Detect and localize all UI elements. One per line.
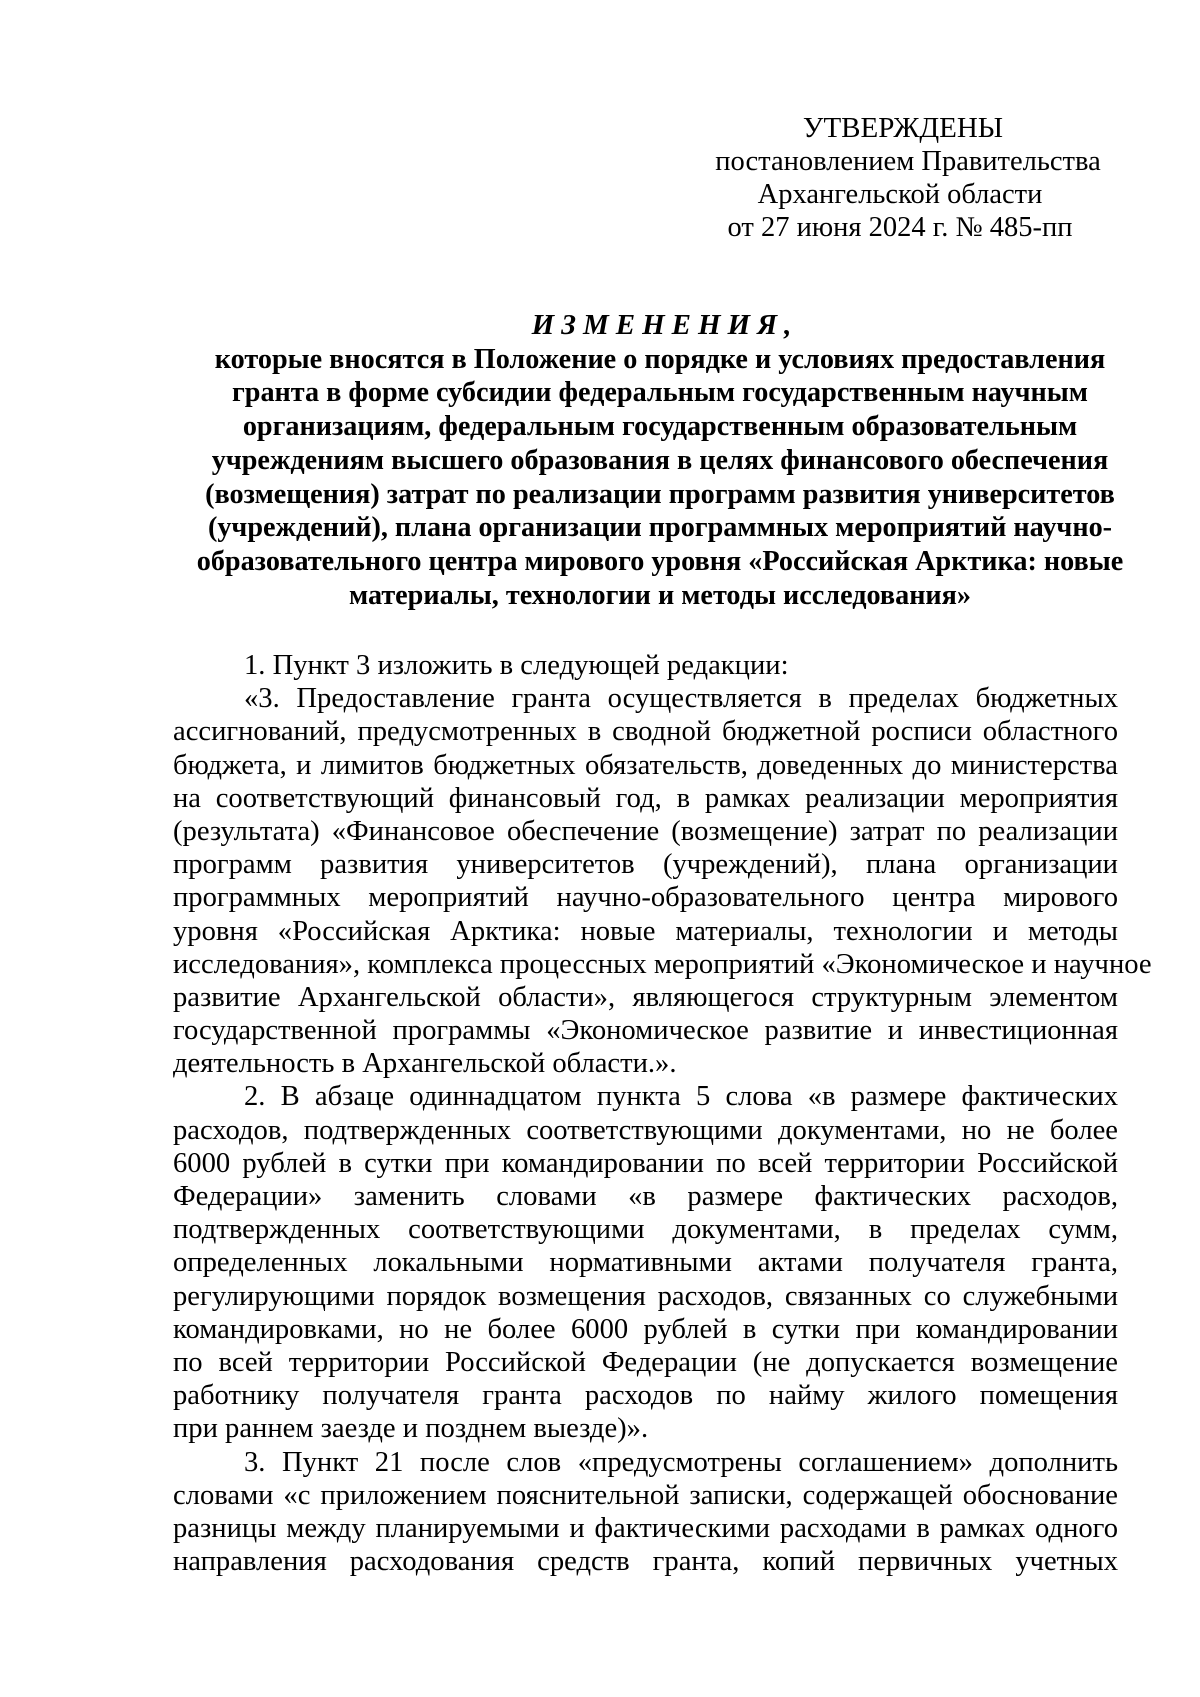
approval-stamp [690, 112, 1110, 244]
title-line: (учреждений), плана организации программных мероприятий научно- [207, 512, 1113, 544]
paragraph-1-quote-line: программных мероприятий научно-образовательного центра мирового [173, 882, 1118, 914]
title-line: гранта в форме субсидии федеральным государственным научным [231, 377, 1088, 409]
paragraph-2-line: подтвержденных соответствующими документами, в пределах сумм, [173, 1214, 1118, 1246]
approval-line: Архангельской области [757, 179, 1043, 210]
paragraph-1-quote-line: исследования», комплекса процессных мероприятий «Экономическое и научное [173, 948, 1152, 980]
paragraph-1-line: 1. Пункт 3 изложить в следующей редакции: [244, 650, 789, 681]
paragraph-1-quote-line: ассигнований, предусмотренных в сводной бюджетной росписи областного [173, 716, 1118, 748]
paragraph-2-line: командировками, но не более 6000 рублей в сутки при командировании [173, 1313, 1118, 1345]
paragraph-2-line: работнику получателя гранта расходов по найму жилого помещения [173, 1380, 1118, 1412]
paragraph-1-quote-line: (результата) «Финансовое обеспечение (возмещение) затрат по реализации [173, 815, 1118, 847]
paragraph-2-line: регулирующими порядок возмещения расходов, связанных со служебными [173, 1280, 1118, 1312]
title-line: (возмещения) затрат по реализации программ развития университетов [205, 478, 1115, 510]
paragraph-3-line: 3. Пункт 21 после слов «предусмотрены соглашением» дополнить [244, 1446, 1118, 1478]
approval-line: постановлением Правительства [715, 146, 1101, 177]
approval-title: УТВЕРЖДЕНЫ [802, 112, 1004, 144]
paragraph-3-line: направления расходования средств гранта, копий первичных учетных [173, 1546, 1118, 1578]
paragraph-3-line: разницы между планируемыми и фактическими расходами в рамках одного [173, 1512, 1118, 1544]
document-body [173, 649, 1152, 1578]
paragraph-1-quote-line: уровня «Российская Арктика: новые материалы, технологии и методы [173, 915, 1118, 947]
paragraph-1-quote-line: деятельность в Архангельской области.». [173, 1048, 677, 1080]
paragraph-2-line: 2. В абзаце одиннадцатом пункта 5 слова «в размере фактических [244, 1081, 1118, 1113]
paragraph-1-quote-line: развитие Архангельской области», являющегося структурным элементом [173, 981, 1118, 1013]
title-line: материалы, технологии и методы исследования» [348, 579, 972, 611]
paragraph-2-line: при раннем заезде и позднем выезде)». [173, 1413, 649, 1445]
title-heading: ИЗМЕНЕНИЯ, [531, 309, 799, 341]
title-line: учреждениям высшего образования в целях финансового обеспечения [211, 444, 1109, 476]
paragraph-1-quote-line: на соответствующий финансовый год, в рамках реализации мероприятия [173, 782, 1118, 814]
title-line: образовательного центра мирового уровня «Российская Арктика: новые [196, 545, 1124, 577]
paragraph-1-quote-line: бюджета, и лимитов бюджетных обязательств, доведенных до министерства [173, 749, 1118, 781]
paragraph-1-quote-line: государственной программы «Экономическое развитие и инвестиционная [173, 1015, 1118, 1047]
paragraph-1-quote-line: «3. Предоставление гранта осуществляется в пределах бюджетных [244, 683, 1118, 715]
paragraph-1-quote-line: программ развития университетов (учреждений), плана организации [173, 849, 1118, 881]
paragraph-2-line: определенных локальными нормативными актами получателя гранта, [173, 1247, 1118, 1279]
paragraph-2-line: по всей территории Российской Федерации (не допускается возмещение [173, 1346, 1118, 1378]
paragraph-3-line: словами «с приложением пояснительной записки, содержащей обоснование [173, 1479, 1118, 1511]
title-line: которые вносятся в Положение о порядке и условиях предоставления [214, 343, 1106, 375]
document-title [150, 309, 1170, 612]
paragraph-2-line: 6000 рублей в сутки при командировании по всей территории Российской [173, 1147, 1118, 1179]
approval-date-number: от 27 июня 2024 г. № 485-пп [727, 212, 1073, 243]
paragraph-2-line: расходов, подтвержденных соответствующими документами, но не более [173, 1114, 1118, 1146]
paragraph-2-line: Федерации» заменить словами «в размере фактических расходов, [173, 1181, 1118, 1212]
title-line: организациям, федеральным государственным образовательным [242, 411, 1078, 443]
